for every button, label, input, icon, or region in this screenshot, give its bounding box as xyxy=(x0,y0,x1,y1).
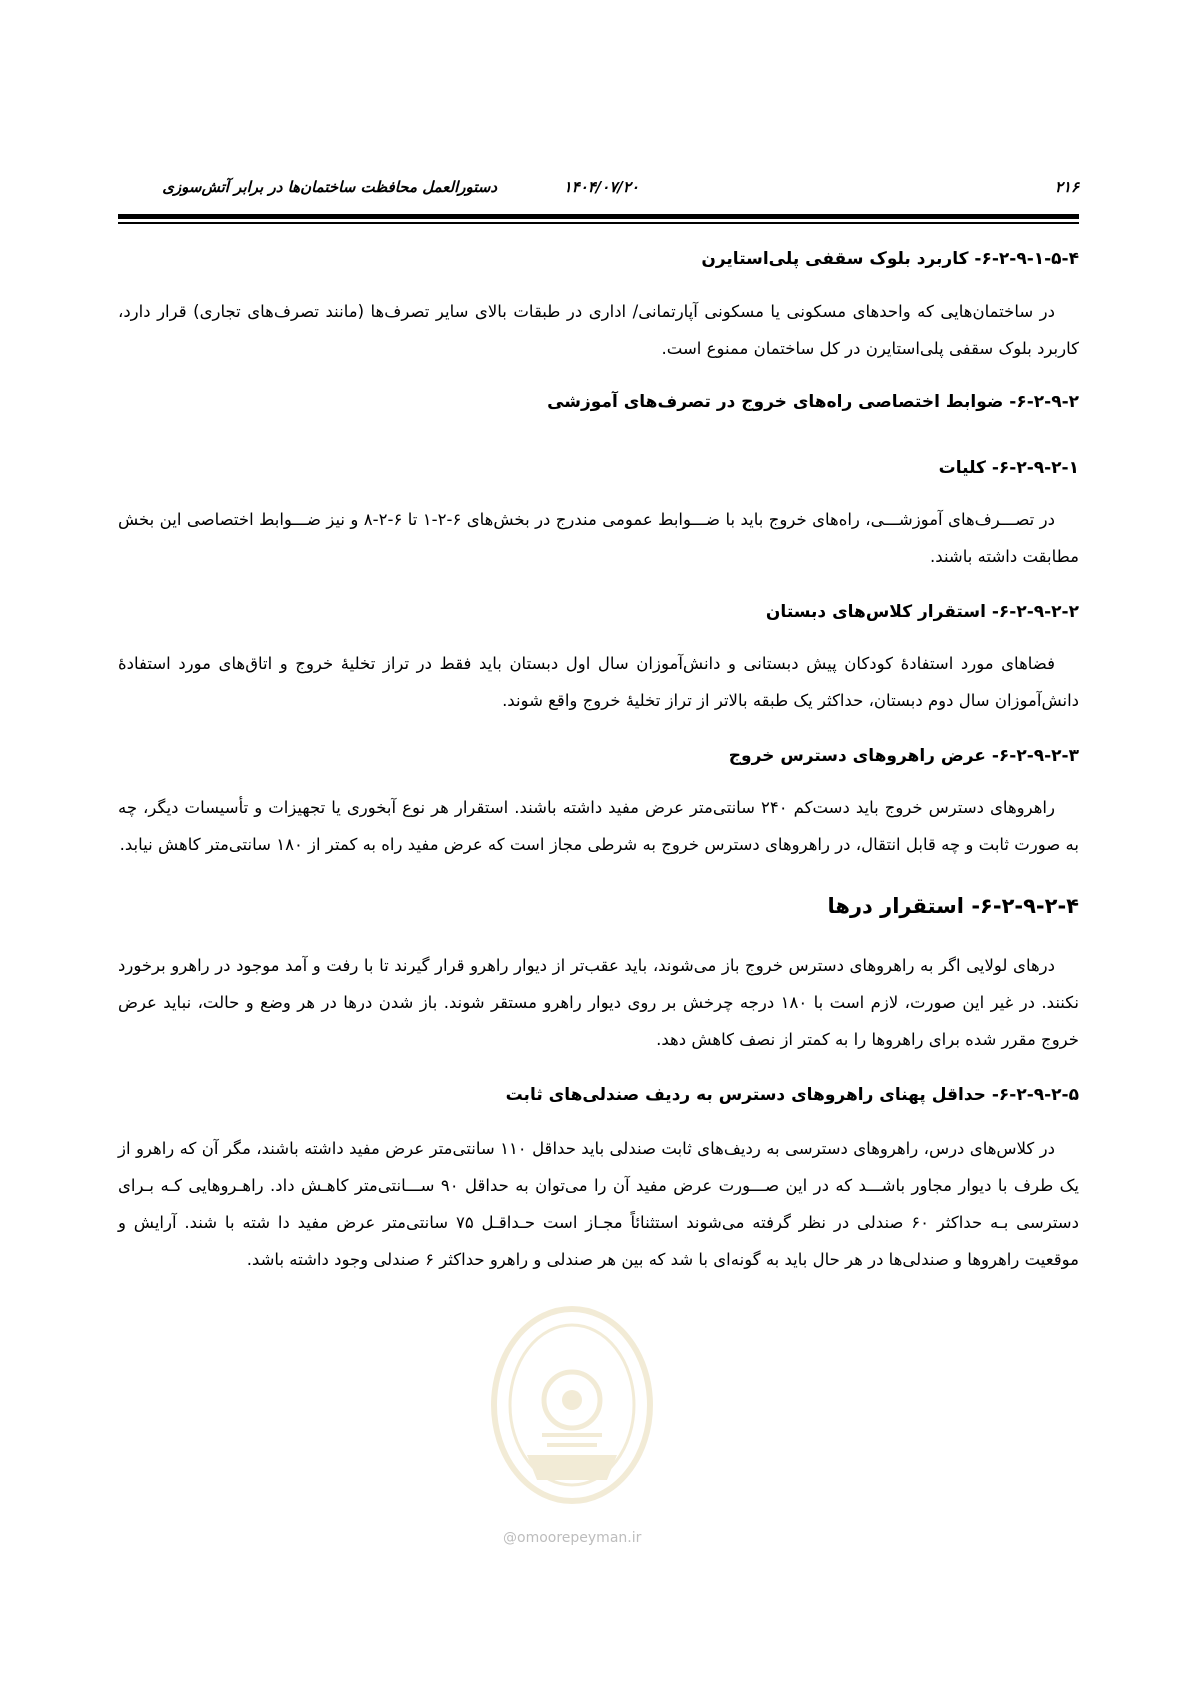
header-title: دستورالعمل محافظت ساختمان‌ها در برابر آتش‌سوزی xyxy=(162,178,497,196)
section-heading: ۶-۲-۹-۲-۲- استقرار کلاس‌های دبستان xyxy=(765,602,1079,622)
section-heading: ۶-۲-۹-۲-۳- عرض راهروهای دسترس خروج xyxy=(728,746,1079,766)
main-content xyxy=(118,244,1079,1278)
section-paragraph: در تصـــرف‌های آموزشـــی، راه‌های خروج باید با ضـــوابط عمومی مندرج در بخش‌های ۶-۲-۱ تا ۶-۲-۸ و نیز ضـــوابط اختصاصی این بخش مطابقت داشته باشند. xyxy=(118,510,1079,566)
section-paragraph: درهای لولایی اگر به راهروهای دسترس خروج باز می‌شوند، باید عقب‌تر از دیوار راهرو قرار گیرند تا با رفت و آمد موجود در راهرو برخورد نکنند. در غیر این صورت، لازم است با ۱۸۰ درجه چرخش بر روی دیوار راهرو مستقر شوند. باز شدن درها در هر وضع و حالت، نباید عرض خروج مقرر شده برای راهروها را به کمتر از نصف کاهش دهد. xyxy=(118,956,1079,1049)
section-heading: ۶-۲-۹-۲-۱- کلیات xyxy=(938,458,1079,478)
section-paragraph: در ساختمان‌هایی که واحدهای مسکونی یا مسکونی آپارتمانی/ اداری در طبقات بالای سایر تصرف‌ها (مانند تصرف‌های تجاری) قرار دارد، کاربرد بلوک سقفی پلی‌استایرن در کل ساختمان ممنوع است. xyxy=(118,302,1079,358)
header-date: ۱۴۰۴/۰۷/۲۰ xyxy=(563,178,639,196)
page-number: ۲۱۶ xyxy=(1054,178,1079,196)
section-heading: ۶-۲-۹-۲-۴- استقرار درها xyxy=(827,894,1079,918)
header-rule-thin xyxy=(118,222,1079,224)
section-heading: ۶-۲-۹-۲-۵- حداقل پهنای راهروهای دسترس به ردیف صندلی‌های ثابت xyxy=(505,1085,1079,1105)
section-heading: ۶-۲-۹-۱-۵-۴- کاربرد بلوک سقفی پلی‌استایرن xyxy=(701,249,1079,269)
watermark-logo xyxy=(487,1305,657,1515)
watermark-text: @omoorepeyman.ir xyxy=(503,1530,642,1546)
section-paragraph: در کلاس‌های درس، راهروهای دسترسی به ردیف‌های ثابت صندلی باید حداقل ۱۱۰ سانتی‌متر عرض مفید داشته باشند، مگر آن که راهرو از یک طرف با دیوار مجاور باشـــد که در این صـــورت عرض مفید آن را می‌توان به حداقل ۹۰ ســـانتی‌متر کاهـش داد. راهـروهایی کـه بـرای دسترسی بـه حداکثر ۶۰ صندلی در نظر گرفته می‌شوند استثنائاً مجـاز است حـداقـل ۷۵ سانتی‌متر عرض مفید دا شته با شند. آرایش و موقعیت راهروها و صندلی‌ها در هر حال باید به گونه‌ای با شد که بین هر صندلی و راهرو حداکثر ۶ صندلی وجود داشته باشد. xyxy=(118,1139,1079,1269)
running-header xyxy=(118,178,1079,202)
section-paragraph: فضاهای مورد استفادهٔ کودکان پیش دبستانی و دانش‌آموزان سال اول دبستان باید فقط در تراز تخلیهٔ خروج و اتاق‌های مورد استفادهٔ دانش‌آموزان سال دوم دبستان، حداکثر یک طبقه بالاتر از تراز تخلیهٔ خروج واقع شوند. xyxy=(118,654,1079,710)
section-heading: ۶-۲-۹-۲- ضوابط اختصاصی راه‌های خروج در تصرف‌های آموزشی xyxy=(547,392,1079,412)
section-paragraph: راهروهای دسترس خروج باید دست‌کم ۲۴۰ سانتی‌متر عرض مفید داشته باشند. استقرار هر نوع آبخوری یا تجهیزات و تأسیسات دیگر، چه به صورت ثابت و چه قابل انتقال، در راهروهای دسترس خروج به شرطی مجاز است که عرض مفید راه به کمتر از ۱۸۰ سانتی‌متر کاهش نیابد. xyxy=(118,798,1079,854)
header-rule-thick xyxy=(118,214,1079,219)
